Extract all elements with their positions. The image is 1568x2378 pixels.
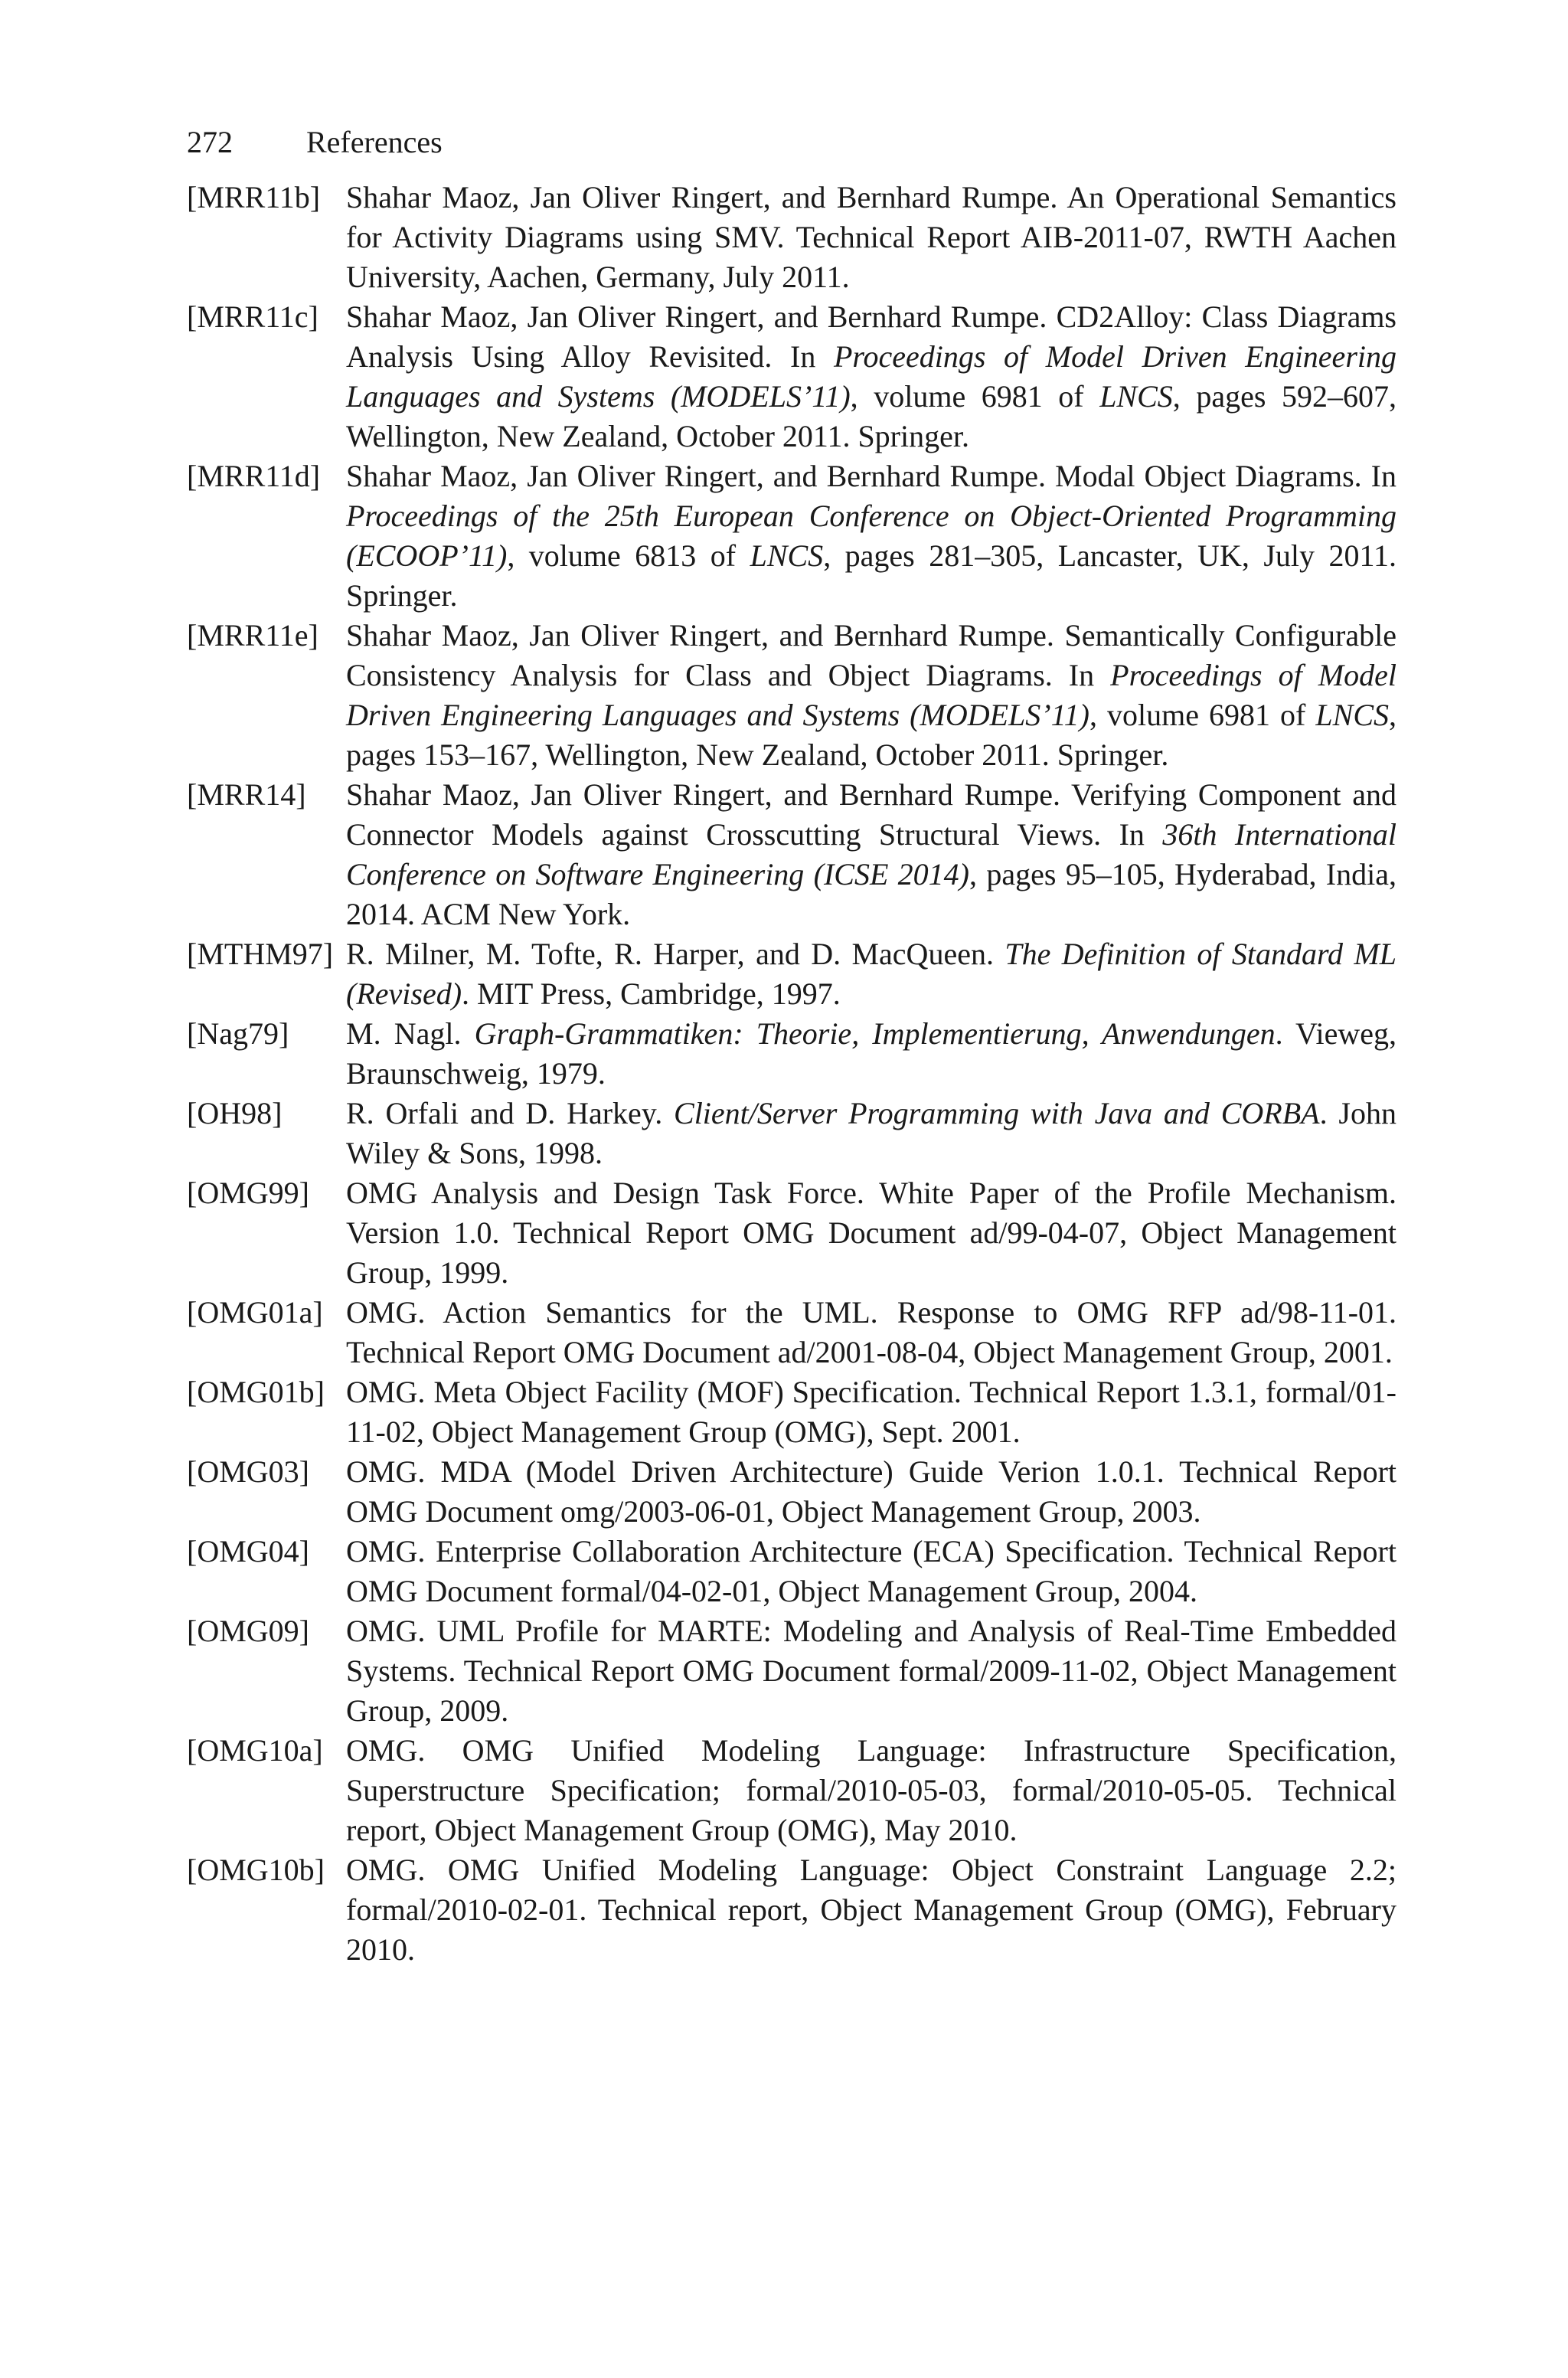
- reference-key: [OMG10a]: [187, 1733, 323, 1768]
- reference-text: OMG. OMG Unified Modeling Language: Infrastructure Specification, Superstructure Specification; formal/2010-05-03, formal/2010-05-05. Technical report, Object Management Group (OMG), May 2010.: [346, 1733, 1396, 1847]
- reference-key: [MTHM97]: [187, 937, 334, 971]
- reference-text: , pages 281–305, Lancaster, UK, July 2011. Springer.: [346, 538, 1397, 613]
- reference-title-italic: LNCS: [1099, 379, 1173, 414]
- reference-text: , volume 6981 of: [1089, 698, 1316, 732]
- reference-title-italic: LNCS: [750, 538, 824, 573]
- reference-key: [OMG04]: [187, 1534, 309, 1568]
- reference-text: R. Milner, M. Tofte, R. Harper, and D. MacQueen.: [346, 937, 1005, 971]
- reference-text: Shahar Maoz, Jan Oliver Ringert, and Bernhard Rumpe. Semantically Configurable Consistency Analysis for Class and Object Diagrams. In: [346, 618, 1396, 692]
- reference-key: [MRR11c]: [187, 299, 318, 334]
- reference-title-italic: Client/Server Programming with Java and CORBA: [674, 1096, 1320, 1130]
- reference-text: . John Wiley & Sons, 1998.: [346, 1096, 1396, 1170]
- reference-key: [MRR11e]: [187, 618, 318, 653]
- running-head: [187, 123, 1396, 162]
- reference-key: [OMG10b]: [187, 1853, 325, 1887]
- reference-key: [MRR11b]: [187, 180, 321, 214]
- reference-key: [MRR11d]: [187, 459, 321, 493]
- document-page: [187, 123, 1396, 1970]
- reference-entry: [187, 775, 1396, 934]
- reference-key: [OMG01b]: [187, 1375, 325, 1409]
- reference-entry: [187, 1293, 1396, 1372]
- reference-entry: [187, 1850, 1396, 1970]
- section-title: References: [306, 125, 443, 159]
- reference-text: , volume 6813 of: [507, 538, 750, 573]
- reference-entry: [187, 1532, 1396, 1611]
- reference-entry: [187, 616, 1396, 775]
- reference-key: [OMG09]: [187, 1614, 309, 1648]
- reference-entry: [187, 1452, 1396, 1532]
- reference-entry: [187, 1014, 1396, 1094]
- reference-entry: [187, 1372, 1396, 1452]
- reference-title-italic: 36th International Conference on Software Engineering (ICSE 2014): [346, 817, 1396, 891]
- reference-title-italic: Graph-Grammatiken: Theorie, Implementierung, Anwendungen: [474, 1016, 1276, 1051]
- reference-title-italic: LNCS: [1315, 698, 1389, 732]
- reference-key: [OMG99]: [187, 1176, 309, 1210]
- reference-entry: [187, 456, 1396, 616]
- reference-key: [OMG03]: [187, 1454, 309, 1489]
- reference-entry: [187, 934, 1396, 1014]
- reference-key: [Nag79]: [187, 1016, 289, 1051]
- page-number: 272: [187, 125, 233, 159]
- reference-list: [187, 178, 1396, 1970]
- reference-title-italic: The Definition of Standard ML (Revised): [346, 937, 1396, 1011]
- reference-text: . Vieweg, Braunschweig, 1979.: [346, 1016, 1396, 1091]
- reference-entry: [187, 1094, 1396, 1173]
- reference-text: M. Nagl.: [346, 1016, 475, 1051]
- reference-entry: [187, 178, 1396, 297]
- reference-text: , pages 95–105, Hyderabad, India, 2014. ACM New York.: [346, 857, 1396, 931]
- reference-text: , pages 592–607, Wellington, New Zealand, October 2011. Springer.: [346, 379, 1396, 453]
- reference-entry: [187, 297, 1396, 456]
- reference-text: OMG. OMG Unified Modeling Language: Object Constraint Language 2.2; formal/2010-02-01. Technical report, Object Management Group (OMG), February 2010.: [346, 1853, 1396, 1967]
- reference-text: , volume 6981 of: [850, 379, 1100, 414]
- reference-title-italic: Proceedings of Model Driven Engineering Languages and Systems (MODELS’11): [346, 339, 1396, 414]
- reference-key: [OMG01a]: [187, 1295, 323, 1330]
- reference-text: . MIT Press, Cambridge, 1997.: [462, 976, 841, 1011]
- reference-text: Shahar Maoz, Jan Oliver Ringert, and Bernhard Rumpe. CD2Alloy: Class Diagrams Analysis Using Alloy Revisited. In: [346, 299, 1396, 374]
- reference-text: Shahar Maoz, Jan Oliver Ringert, and Bernhard Rumpe. Modal Object Diagrams. In: [346, 459, 1396, 493]
- reference-text: Shahar Maoz, Jan Oliver Ringert, and Bernhard Rumpe. An Operational Semantics for Activity Diagrams using SMV. Technical Report AIB-2011-07, RWTH Aachen University, Aachen, Germany, July 2011.: [346, 180, 1396, 294]
- reference-text: R. Orfali and D. Harkey.: [346, 1096, 675, 1130]
- reference-title-italic: Proceedings of the 25th European Conference on Object-Oriented Programming (ECOOP’11): [346, 499, 1396, 573]
- reference-text: , pages 153–167, Wellington, New Zealand, October 2011. Springer.: [346, 698, 1396, 772]
- reference-entry: [187, 1611, 1396, 1731]
- reference-key: [OH98]: [187, 1096, 283, 1130]
- reference-text: OMG. Meta Object Facility (MOF) Specification. Technical Report 1.3.1, formal/01-11-02, Object Management Group (OMG), Sept. 2001.: [346, 1375, 1396, 1449]
- reference-text: OMG. Enterprise Collaboration Architecture (ECA) Specification. Technical Report OMG Document formal/04-02-01, Object Management Group, 2004.: [346, 1534, 1396, 1608]
- reference-key: [MRR14]: [187, 777, 306, 812]
- reference-text: OMG. MDA (Model Driven Architecture) Guide Verion 1.0.1. Technical Report OMG Document omg/2003-06-01, Object Management Group, 2003.: [346, 1454, 1396, 1529]
- reference-text: OMG. UML Profile for MARTE: Modeling and Analysis of Real-Time Embedded Systems. Technical Report OMG Document formal/2009-11-02, Object Management Group, 2009.: [346, 1614, 1396, 1728]
- reference-entry: [187, 1173, 1396, 1293]
- reference-text: Shahar Maoz, Jan Oliver Ringert, and Bernhard Rumpe. Verifying Component and Connector Models against Crosscutting Structural Views. In: [346, 777, 1396, 852]
- reference-text: OMG Analysis and Design Task Force. White Paper of the Profile Mechanism. Version 1.0. Technical Report OMG Document ad/99-04-07, Object Management Group, 1999.: [346, 1176, 1396, 1290]
- reference-title-italic: Proceedings of Model Driven Engineering Languages and Systems (MODELS’11): [346, 658, 1396, 732]
- reference-text: OMG. Action Semantics for the UML. Response to OMG RFP ad/98-11-01. Technical Report OMG Document ad/2001-08-04, Object Management Group, 2001.: [346, 1295, 1396, 1369]
- reference-entry: [187, 1731, 1396, 1850]
